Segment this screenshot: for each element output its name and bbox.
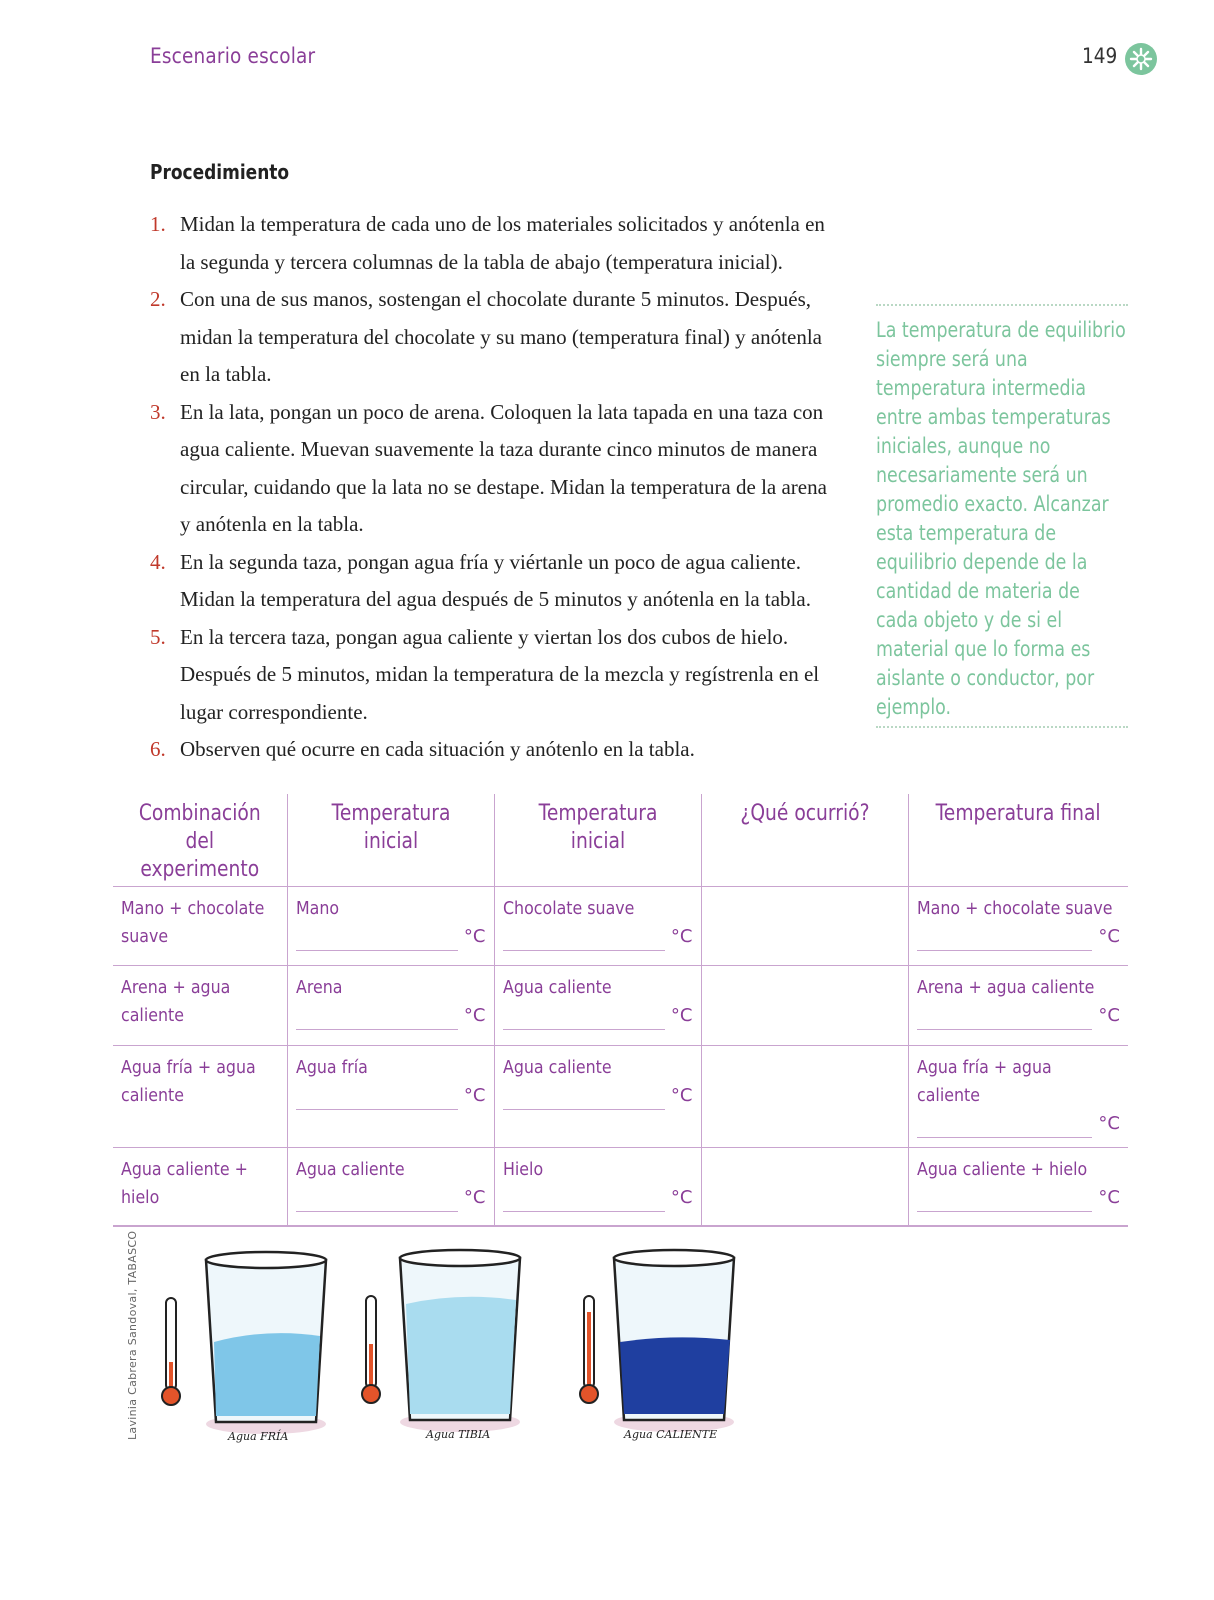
unit-label: °C xyxy=(1098,1187,1120,1208)
initial-temp-cell[interactable]: Agua caliente °C xyxy=(494,1046,701,1148)
step-item xyxy=(150,731,840,769)
step-item xyxy=(150,281,840,394)
step-item xyxy=(150,394,840,544)
header-what-happened: ¿Qué ocurrió? xyxy=(701,794,908,887)
combo-cell: Arena + agua caliente xyxy=(113,966,287,1046)
header-final-temp: Temperatura final xyxy=(908,794,1128,887)
step-number: 6. xyxy=(150,737,166,761)
header-initial-temp-1: Temperatura inicial xyxy=(287,794,494,887)
final-temp-cell[interactable]: Agua caliente + hielo °C xyxy=(908,1148,1128,1226)
answer-blank[interactable] xyxy=(917,930,1093,951)
unit-label: °C xyxy=(463,1085,486,1106)
answer-blank[interactable] xyxy=(503,1009,665,1030)
glass-label: Agua FRÍA xyxy=(228,1430,289,1443)
answer-blank[interactable] xyxy=(917,1191,1093,1212)
results-table xyxy=(113,794,1128,1227)
combo-cell: Mano + chocolate suave xyxy=(113,887,287,966)
table-row xyxy=(113,887,1128,966)
answer-blank[interactable] xyxy=(296,1009,458,1030)
table-row xyxy=(113,966,1128,1046)
step-text: En la segunda taza, pongan agua fría y viértanle un poco de agua caliente. Midan la temperatura del agua después de 5 minutos y anótenla en la tabla. xyxy=(180,549,811,611)
observation-cell[interactable] xyxy=(701,1046,908,1148)
step-number: 4. xyxy=(150,549,166,574)
section-header: Escenario escolar xyxy=(150,44,316,68)
glass-label: Agua CALIENTE xyxy=(624,1428,718,1441)
initial-temp-cell[interactable]: Mano °C xyxy=(287,887,494,966)
step-number: 3. xyxy=(150,399,166,424)
observation-cell[interactable] xyxy=(701,1148,908,1226)
combo-cell: Agua caliente + hielo xyxy=(113,1148,287,1226)
cold-water-group xyxy=(162,1252,326,1443)
observation-cell[interactable] xyxy=(701,887,908,966)
initial-temp-cell[interactable]: Arena °C xyxy=(287,966,494,1046)
initial-temp-cell[interactable]: Agua fría °C xyxy=(287,1046,494,1148)
observation-cell[interactable] xyxy=(701,966,908,1046)
combo-cell: Agua fría + agua caliente xyxy=(113,1046,287,1148)
flower-emblem-icon xyxy=(1124,42,1158,76)
procedure-title: Procedimiento xyxy=(150,160,290,184)
step-item xyxy=(150,206,840,281)
step-text: Midan la temperatura de cada uno de los materiales solicitados y anótenla en la segunda y tercera columnas de la tabla de abajo (temperatura inicial). xyxy=(180,212,825,274)
initial-temp-cell[interactable]: Agua caliente °C xyxy=(494,966,701,1046)
step-text: En la lata, pongan un poco de arena. Coloquen la lata tapada en una taza con agua caliente. Muevan suavemente la taza durante cinco minutos de manera circular, cuidando que la lata no se destape. Midan la temperatura de la arena y anótenla en la tabla. xyxy=(180,399,827,536)
initial-temp-cell[interactable]: Agua caliente °C xyxy=(287,1148,494,1226)
side-note-text: La temperatura de equilibrio siempre será una temperatura intermedia entre ambas temperaturas iniciales, aunque no necesariamente será un promedio exacto. Alcanzar esta temperatura de equilibrio depende de la cantidad de materia de cada objeto y de si el material que lo forma es aislante o conductor, por ejemplo. xyxy=(876,318,1126,719)
final-temp-cell[interactable]: Arena + agua caliente °C xyxy=(908,966,1128,1046)
answer-blank[interactable] xyxy=(917,1117,1093,1138)
unit-label: °C xyxy=(463,926,486,947)
unit-label: °C xyxy=(1098,926,1120,947)
water-glasses-illustration xyxy=(120,1232,760,1462)
answer-blank[interactable] xyxy=(296,930,458,951)
step-number: 5. xyxy=(150,624,166,649)
step-text: Con una de sus manos, sostengan el chocolate durante 5 minutos. Después, midan la temperatura del chocolate y su mano (temperatura final) y anótenla en la tabla. xyxy=(180,287,822,386)
initial-temp-cell[interactable]: Hielo °C xyxy=(494,1148,701,1226)
step-item xyxy=(150,619,840,732)
answer-blank[interactable] xyxy=(503,1089,665,1110)
final-temp-cell[interactable]: Agua fría + agua caliente °C xyxy=(908,1046,1128,1148)
procedure-steps xyxy=(150,206,840,769)
unit-label: °C xyxy=(670,1085,693,1106)
unit-label: °C xyxy=(463,1187,486,1208)
unit-label: °C xyxy=(1098,1113,1120,1134)
step-item xyxy=(150,544,840,619)
illustration-credit: Lavinia Cabrera Sandoval, TABASCO xyxy=(126,1230,139,1440)
answer-blank[interactable] xyxy=(296,1191,458,1212)
answer-blank[interactable] xyxy=(917,1009,1093,1030)
unit-label: °C xyxy=(670,1005,693,1026)
step-number: 2. xyxy=(150,287,166,311)
unit-label: °C xyxy=(1098,1005,1120,1026)
step-number: 1. xyxy=(150,212,166,236)
final-temp-cell[interactable]: Mano + chocolate suave °C xyxy=(908,887,1128,966)
step-text: En la tercera taza, pongan agua caliente y viertan los dos cubos de hielo. Después de 5 minutos, midan la temperatura de la mezcla y regístrenla en el lugar correspondiente. xyxy=(180,624,820,724)
header-initial-temp-2: Temperatura inicial xyxy=(494,794,701,887)
unit-label: °C xyxy=(670,926,693,947)
table-row xyxy=(113,1148,1128,1226)
table-row xyxy=(113,1046,1128,1148)
answer-blank[interactable] xyxy=(503,1191,665,1212)
side-note xyxy=(876,304,1128,728)
glass-label: Agua TIBIA xyxy=(426,1428,491,1441)
table-header-row xyxy=(113,794,1128,887)
answer-blank[interactable] xyxy=(296,1089,458,1110)
header-combination: Combinación del experimento xyxy=(113,794,287,887)
unit-label: °C xyxy=(463,1005,486,1026)
initial-temp-cell[interactable]: Chocolate suave °C xyxy=(494,887,701,966)
step-text: Observen qué ocurre en cada situación y anótenlo en la tabla. xyxy=(180,737,695,761)
warm-water-group xyxy=(362,1250,520,1441)
hot-water-group xyxy=(580,1250,734,1441)
page-number: 149 xyxy=(1082,44,1118,68)
unit-label: °C xyxy=(670,1187,693,1208)
answer-blank[interactable] xyxy=(503,930,665,951)
